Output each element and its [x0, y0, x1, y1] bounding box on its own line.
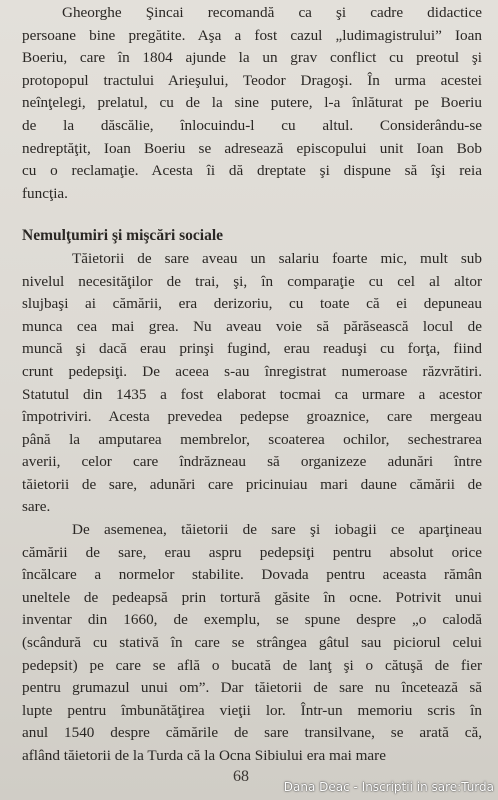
text-line: pentru grumazul unui om”. Dar tăietorii de sare nu încetează să	[22, 679, 482, 697]
text-line: aflând tăietorii de la Turda că la Ocna Sibiului era mai mare	[22, 747, 386, 764]
text-line: persoane bine pregătite. Aşa a fost cazul „ludimagistrului” Ioan	[22, 26, 482, 44]
text-line: (scândură cu stativă în care se strângea gâtul sau piciorul celui	[22, 634, 482, 652]
text-line: nivelul necesităţilor de trai, şi, în comparaţie cu cel al altor	[22, 272, 482, 290]
paragraph-2	[22, 248, 482, 519]
paragraph-3	[22, 519, 482, 768]
text-line: nedreptăţit, Ioan Boeriu se adresează episcopului unit Ioan Bob	[22, 139, 482, 157]
text-line: încălcare a normelor stabilite. Dovada pentru aceasta rămân	[22, 566, 482, 584]
text-line: uneltele de pedeapsă prin tortură găsite în ocne. Potrivit unui	[22, 588, 482, 606]
text-line: lupte pentru îmbunătăţirea vieţii lor. Într-un memoriu scris în	[22, 701, 482, 719]
text-line: funcţia.	[22, 184, 68, 202]
text-line: împotriviri. Acesta prevedea pedepse groaznice, care mergeau	[22, 408, 482, 426]
text-line: tăietorii de sare, adunări care pricinuiau mari daune cămării de	[22, 475, 482, 493]
text-line: pedepsit) pe care se află o bucată de lanţ şi o cătuşă de fier	[22, 656, 482, 674]
body-text	[22, 2, 482, 768]
text-line: anul 1540 despre cămările de sare transilvane, se arată că,	[22, 724, 482, 742]
text-line: crunt pedepsiţi. De aceea s-au înregistrat numeroase răzvrătiri.	[22, 362, 482, 380]
text-line: până la amputarea membrelor, scoaterea ochilor, sechestrarea	[22, 430, 482, 448]
text-line: cămării de sare, erau aspru pedepsiţi pentru absolut orice	[22, 543, 482, 561]
text-line: de la dăscălie, înlocuindu-l cu altul. Considerându-se	[22, 116, 482, 134]
text-line: munca cea mai grea. Nu aveau voie să părăsească locul de	[22, 317, 482, 335]
text-line: slujbaşi ai cămării, era derizoriu, cu toate că ei depuneau	[22, 295, 482, 313]
page-number: 68	[233, 768, 249, 785]
text-line: Tăietorii de sare aveau un salariu foarte mic, mult sub	[72, 249, 482, 267]
watermark: Dana Deac - Inscriptii in sare:Turda	[283, 780, 494, 794]
text-line: Boeriu, care în 1804 ajunde la un grav conflict cu preotul şi	[22, 49, 482, 67]
text-line: Gheorghe Şincai recomandă ca şi cadre didactice	[62, 4, 482, 21]
text-line: averii, celor care îndrăzneau să organizeze adunări între	[22, 453, 482, 471]
text-line: muncă şi dacă erau prinşi fugind, erau readuşi cu forţa, fiind	[22, 340, 482, 358]
paragraph-1	[22, 2, 482, 205]
text-line: neînţelegi, prelatul, cu de la sine putere, l-a înlăturat pe Boeriu	[22, 94, 482, 112]
section-heading: Nemulţumiri şi mişcări sociale	[22, 227, 224, 245]
text-line: De asemenea, tăietorii de sare şi iobagii ce aparţineau	[72, 521, 482, 539]
text-line: cu o reclamaţie. Acesta îi dă dreptate şi dispune să îşi reia	[22, 162, 482, 180]
text-line: protopopul tractului Arieşului, Teodor Dragoşi. În urma acestei	[22, 71, 482, 89]
text-line: Statutul din 1435 a fost elaborat tocmai ca urmare a acestor	[22, 385, 482, 403]
text-line: sare.	[22, 498, 51, 516]
text-line: inventar din 1660, de exemplu, se spune despre „o calodă	[22, 611, 482, 629]
